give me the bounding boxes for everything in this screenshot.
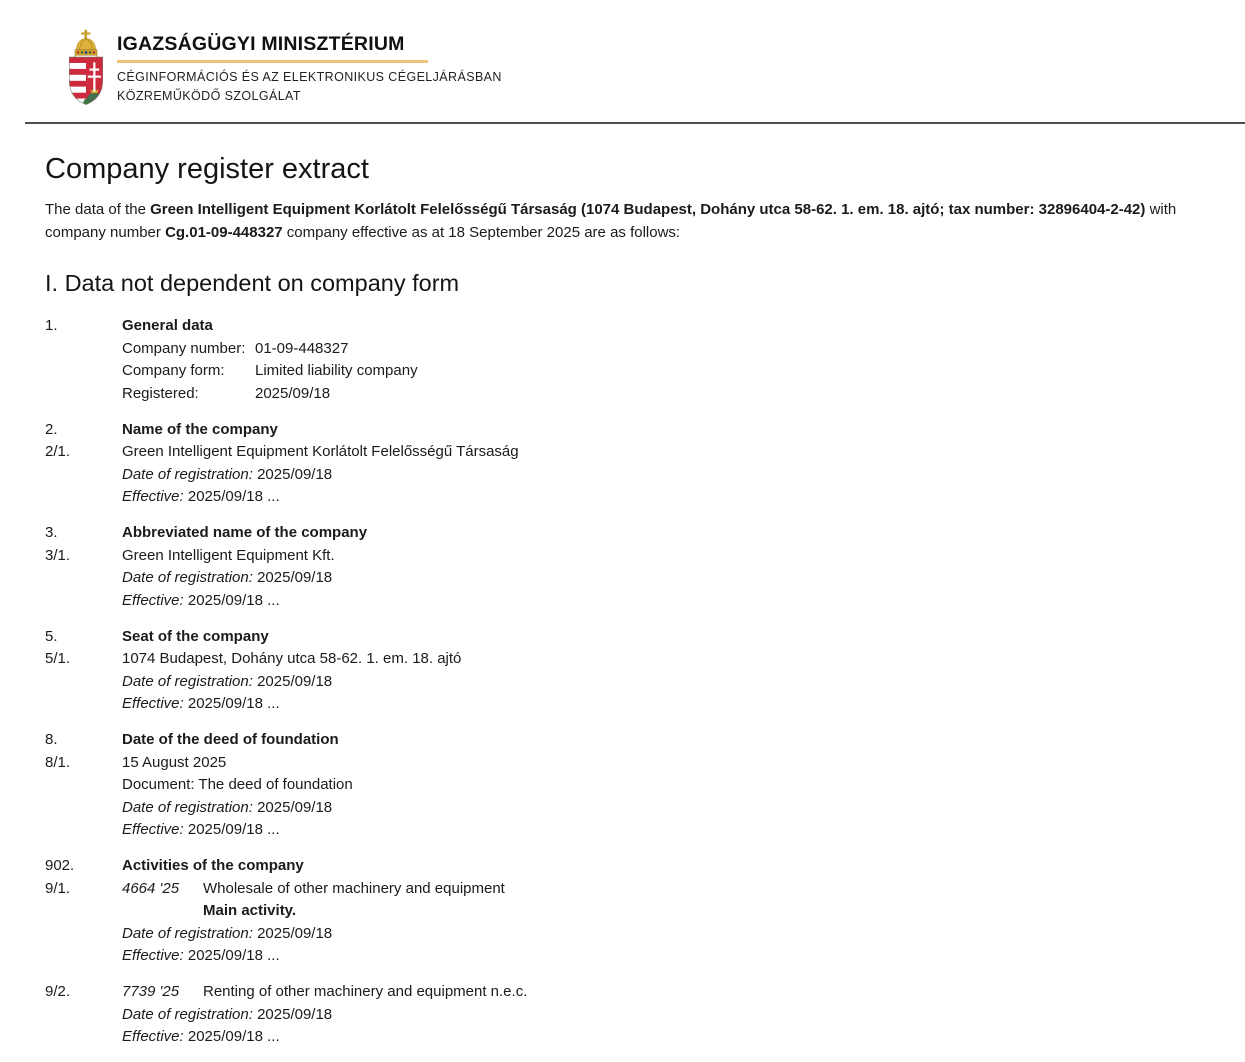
section-deed-of-foundation [45,729,1215,842]
activity-line [122,981,1215,1004]
holy-crown [73,39,99,60]
date-label: Date of registration: [122,672,253,690]
item-title: Name of the company [122,420,278,438]
effective-label: Effective: [122,695,184,712]
kv-label: Company form: [122,362,225,379]
item-number: 902. [45,857,75,874]
crown-cross [81,30,90,40]
item-value: Green Intelligent Equipment Kft. [122,546,335,564]
kv-label: Registered: [122,384,199,402]
activity-line [122,878,1215,901]
date-value: 2025/09/18 [257,924,333,942]
effective-label: Effective: [122,1028,184,1045]
section-activity-2 [45,981,1215,1049]
item-title: Date of the deed of foundation [122,731,339,748]
header-divider [25,122,1245,124]
activity-code: 7739 '25 [122,983,180,1000]
date-of-registration-line [122,1004,1215,1027]
item-number: 5. [45,627,58,645]
effective-value: 2025/09/18 ... [187,1028,280,1045]
effective-value: 2025/09/18 ... [187,695,280,712]
date-label: Date of registration: [122,1005,253,1023]
kv-value: Limited liability company [255,362,418,379]
hungarian-coat-of-arms-icon [64,26,108,111]
item-title: General data [122,317,213,334]
section-company-name [45,419,1215,509]
document-line: Document: The deed of foundation [122,776,353,793]
item-title: Activities of the company [122,857,304,874]
activity-name: Renting of other machinery and equipment n.e.c. [203,983,528,1000]
date-value: 2025/09/18 [257,672,333,690]
effective-line [122,945,1215,968]
date-value: 2025/09/18 [257,465,333,483]
date-of-registration-line [122,923,1215,946]
page-title: Company register extract [45,153,369,185]
date-of-registration-line [122,567,1215,590]
item-title: Seat of the company [122,627,269,645]
kv-value: 01-09-448327 [255,339,349,357]
item-value: Green Intelligent Equipment Korlátolt Felelősségű Társaság [122,443,519,460]
intro-text: company effective as at 18 September 2025 are as follows: [282,224,681,241]
section-abbreviated-name [45,522,1215,612]
section-general-data [45,315,1215,405]
subitem-number: 2/1. [45,443,71,460]
date-label: Date of registration: [122,569,253,586]
intro-text: with company number [45,201,1177,241]
effective-line [122,486,1215,509]
ministry-block [117,33,502,106]
effective-value: 2025/09/18 ... [187,821,280,838]
date-value: 2025/09/18 [257,1005,333,1023]
item-value: 1074 Budapest, Dohány utca 58-62. 1. em. 18. ajtó [122,650,462,667]
intro-text: The data of the [45,201,151,218]
effective-label: Effective: [122,821,184,838]
effective-value: 2025/09/18 ... [187,488,280,505]
gold-underline [117,60,428,63]
effective-line [122,819,1215,842]
activity-code: 4664 '25 [122,879,180,897]
date-value: 2025/09/18 [257,798,333,816]
effective-value: 2025/09/18 ... [187,591,280,609]
item-value: 15 August 2025 [122,753,227,771]
kv-label: Company number: [122,339,246,357]
effective-line [122,693,1215,716]
effective-value: 2025/09/18 ... [187,947,280,964]
part-heading: I. Data not dependent on company form [45,270,460,296]
kv-row [122,383,1215,406]
item-number: 3. [45,524,58,541]
subitem-number: 9/1. [45,879,71,897]
kv-row [122,360,1215,383]
item-number: 1. [45,317,58,334]
register-items [45,315,1215,1049]
company-name-and-address: Green Intelligent Equipment Korlátolt Felelősségű Társaság (1074 Budapest, Dohány utca 58-62. 1. em. 18. ajtó; tax number: 32896404-2-42) [150,201,1146,218]
effective-line [122,590,1215,613]
subitem-number: 5/1. [45,650,71,667]
subitem-number: 3/1. [45,546,71,564]
date-of-registration-line [122,797,1215,820]
ministry-name: IGAZSÁGÜGYI MINISZTÉRIUM [117,33,405,55]
section-company-seat [45,626,1215,716]
date-value: 2025/09/18 [257,569,333,586]
date-of-registration-line [122,671,1215,694]
main-activity-label: Main activity. [203,902,297,919]
kv-value: 2025/09/18 [255,384,331,402]
ministry-subtitle-1: CÉGINFORMÁCIÓS ÉS AZ ELEKTRONIKUS CÉGELJÁRÁSBAN [117,69,502,84]
effective-line [122,1026,1215,1049]
item-number: 8. [45,731,58,748]
date-of-registration-line [122,464,1215,487]
item-number: 2. [45,420,58,438]
effective-label: Effective: [122,591,184,609]
kv-row [122,338,1215,361]
section-activities [45,855,1215,968]
document-body [45,152,1215,1062]
date-label: Date of registration: [122,924,253,942]
intro-paragraph [45,198,1215,244]
date-label: Date of registration: [122,465,253,483]
activity-name: Wholesale of other machinery and equipment [203,879,505,897]
subitem-number: 9/2. [45,983,71,1000]
item-title: Abbreviated name of the company [122,524,368,541]
effective-label: Effective: [122,947,184,964]
subitem-number: 8/1. [45,753,71,771]
ministry-subtitle-2: KÖZREMŰKÖDŐ SZOLGÁLAT [117,88,301,103]
company-register-number: Cg.01-09-448327 [165,224,283,241]
effective-label: Effective: [122,488,184,505]
shield [69,57,105,108]
date-label: Date of registration: [122,798,253,816]
